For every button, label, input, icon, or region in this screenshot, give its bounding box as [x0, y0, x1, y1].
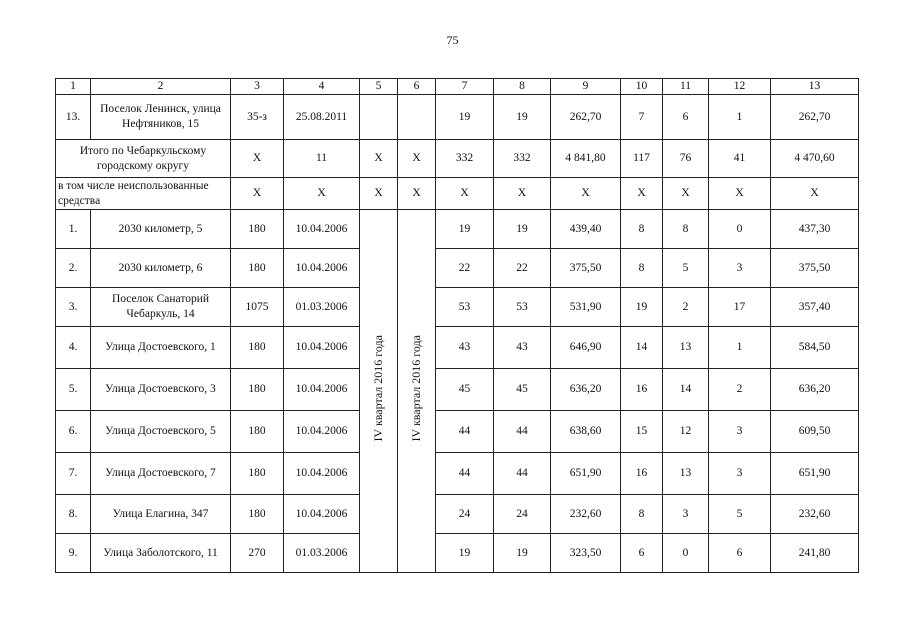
table-cell: 6 [621, 534, 663, 573]
table-cell: 180 [231, 495, 284, 534]
table-cell: X [231, 140, 284, 178]
table-cell: 5 [709, 495, 771, 534]
table-cell: 2030 километр, 6 [91, 249, 231, 288]
table-cell: 8. [56, 495, 91, 534]
column-number-header: 5 [360, 79, 398, 95]
table-cell: 44 [494, 453, 551, 495]
table-cell: 262,70 [551, 95, 621, 140]
table-cell: 6. [56, 411, 91, 453]
table-cell: Улица Елагина, 347 [91, 495, 231, 534]
table-row [56, 534, 859, 573]
table-cell: X [663, 178, 709, 210]
table-cell: 180 [231, 249, 284, 288]
table-cell: 35-з [231, 95, 284, 140]
table-cell: Улица Достоевского, 7 [91, 453, 231, 495]
table-row [56, 411, 859, 453]
table-cell: X [398, 140, 436, 178]
table-cell: 117 [621, 140, 663, 178]
table-cell: 375,50 [551, 249, 621, 288]
table-cell: 19 [494, 534, 551, 573]
table-cell: 24 [494, 495, 551, 534]
table-cell: 53 [436, 288, 494, 327]
table-cell: 16 [621, 369, 663, 411]
table-cell: 439,40 [551, 210, 621, 249]
table-cell: X [436, 178, 494, 210]
table-cell: 9. [56, 534, 91, 573]
table-cell: Поселок Ленинск, улица Нефтяников, 15 [91, 95, 231, 140]
total-label: Итого по Чебаркульскому городскому округу [56, 140, 231, 178]
table-cell: 332 [436, 140, 494, 178]
table-cell: 8 [621, 495, 663, 534]
table-cell: 24 [436, 495, 494, 534]
table-cell: 638,60 [551, 411, 621, 453]
table-cell: 53 [494, 288, 551, 327]
table-row [56, 495, 859, 534]
table-cell: 2 [709, 369, 771, 411]
table-cell: Улица Достоевского, 1 [91, 327, 231, 369]
table-cell: 44 [436, 453, 494, 495]
table-cell: 636,20 [551, 369, 621, 411]
column-number-header: 13 [771, 79, 859, 95]
table-cell: 43 [494, 327, 551, 369]
table-cell: 22 [494, 249, 551, 288]
table-cell [398, 95, 436, 140]
table-cell: 5 [663, 249, 709, 288]
table-cell: 44 [494, 411, 551, 453]
column-number-header: 12 [709, 79, 771, 95]
table-cell: 10.04.2006 [284, 249, 360, 288]
table-cell: 19 [494, 95, 551, 140]
column-number-header: 7 [436, 79, 494, 95]
table-cell: 609,50 [771, 411, 859, 453]
table-cell: 651,90 [551, 453, 621, 495]
table-cell: 10.04.2006 [284, 495, 360, 534]
table-cell: 19 [494, 210, 551, 249]
table-cell [360, 95, 398, 140]
unused-funds-label: в том числе неиспользованные средства [56, 178, 231, 210]
table-cell: 10.04.2006 [284, 411, 360, 453]
table-cell: 357,40 [771, 288, 859, 327]
table-cell: 19 [621, 288, 663, 327]
table-cell: 531,90 [551, 288, 621, 327]
table-cell: 6 [663, 95, 709, 140]
column-number-header: 1 [56, 79, 91, 95]
table-cell: 45 [436, 369, 494, 411]
quarter-label: IV квартал 2016 года [409, 335, 423, 442]
table-cell: X [398, 178, 436, 210]
table-cell: 262,70 [771, 95, 859, 140]
table-cell: 180 [231, 327, 284, 369]
table-cell: 8 [621, 210, 663, 249]
table-cell: X [494, 178, 551, 210]
table-cell: X [551, 178, 621, 210]
table-cell: 10.04.2006 [284, 453, 360, 495]
table-cell: 241,80 [771, 534, 859, 573]
table-cell: 5. [56, 369, 91, 411]
table-cell: 3 [663, 495, 709, 534]
table-cell: 2 [663, 288, 709, 327]
quarter-cell-col5 [360, 210, 398, 573]
table-cell: 19 [436, 534, 494, 573]
table-cell: 13. [56, 95, 91, 140]
table-cell: 4. [56, 327, 91, 369]
table-cell: 01.03.2006 [284, 288, 360, 327]
table-cell: 22 [436, 249, 494, 288]
table-cell: X [284, 178, 360, 210]
table-cell: 10.04.2006 [284, 327, 360, 369]
table-cell: 437,30 [771, 210, 859, 249]
table-cell: X [360, 178, 398, 210]
table-cell: 1 [709, 95, 771, 140]
table-cell: 180 [231, 453, 284, 495]
table-row [56, 369, 859, 411]
column-number-header: 11 [663, 79, 709, 95]
table-cell: 15 [621, 411, 663, 453]
table-cell: 1075 [231, 288, 284, 327]
column-number-header: 4 [284, 79, 360, 95]
table-cell: 10.04.2006 [284, 369, 360, 411]
column-number-header: 6 [398, 79, 436, 95]
table-cell: 232,60 [551, 495, 621, 534]
table-cell: 180 [231, 411, 284, 453]
table-cell: 375,50 [771, 249, 859, 288]
table-cell: 45 [494, 369, 551, 411]
column-number-header: 10 [621, 79, 663, 95]
table-cell: 17 [709, 288, 771, 327]
table-cell: 1 [709, 327, 771, 369]
table-cell: 44 [436, 411, 494, 453]
table-cell: 651,90 [771, 453, 859, 495]
table-row [56, 327, 859, 369]
table-cell: 646,90 [551, 327, 621, 369]
table-cell: 14 [621, 327, 663, 369]
table-cell: 332 [494, 140, 551, 178]
table-cell: 323,50 [551, 534, 621, 573]
table-cell: Улица Достоевского, 5 [91, 411, 231, 453]
table-cell: 41 [709, 140, 771, 178]
table-cell: 25.08.2011 [284, 95, 360, 140]
table-row [56, 210, 859, 249]
table-cell: Улица Достоевского, 3 [91, 369, 231, 411]
table-cell: 3 [709, 249, 771, 288]
column-number-header: 9 [551, 79, 621, 95]
table-cell: 6 [709, 534, 771, 573]
table-cell: 1. [56, 210, 91, 249]
column-number-header: 2 [91, 79, 231, 95]
column-number-header: 8 [494, 79, 551, 95]
unused-funds-row [56, 178, 859, 210]
table-cell: 11 [284, 140, 360, 178]
table-cell: X [621, 178, 663, 210]
table-cell: 3 [709, 453, 771, 495]
total-row [56, 140, 859, 178]
table-cell: 19 [436, 210, 494, 249]
table-cell: 14 [663, 369, 709, 411]
table-cell: 584,50 [771, 327, 859, 369]
table-cell: 10.04.2006 [284, 210, 360, 249]
table-cell: 3. [56, 288, 91, 327]
table-cell: 16 [621, 453, 663, 495]
table-cell: 232,60 [771, 495, 859, 534]
table-cell: 2. [56, 249, 91, 288]
table-cell: 0 [663, 534, 709, 573]
table-cell: 2030 километр, 5 [91, 210, 231, 249]
quarter-label: IV квартал 2016 года [371, 335, 385, 442]
table-cell: 13 [663, 453, 709, 495]
page-number: 75 [446, 33, 459, 47]
table-cell: 3 [709, 411, 771, 453]
table-header-row [56, 79, 859, 95]
table-cell: 636,20 [771, 369, 859, 411]
table-cell: Поселок Санаторий Чебаркуль, 14 [91, 288, 231, 327]
table-cell: X [709, 178, 771, 210]
table-cell: 12 [663, 411, 709, 453]
table-row [56, 453, 859, 495]
table-cell: 0 [709, 210, 771, 249]
table-cell: 13 [663, 327, 709, 369]
table-cell: 180 [231, 210, 284, 249]
table-row [56, 288, 859, 327]
table-cell: X [771, 178, 859, 210]
table-cell: Улица Заболотского, 11 [91, 534, 231, 573]
table-cell: X [231, 178, 284, 210]
table-cell: 7 [621, 95, 663, 140]
table-cell: X [360, 140, 398, 178]
table-cell: 4 841,80 [551, 140, 621, 178]
table-cell: 19 [436, 95, 494, 140]
column-number-header: 3 [231, 79, 284, 95]
table-cell: 76 [663, 140, 709, 178]
table-cell: 270 [231, 534, 284, 573]
table-cell: 01.03.2006 [284, 534, 360, 573]
table-cell: 7. [56, 453, 91, 495]
table-cell: 180 [231, 369, 284, 411]
table-cell: 8 [663, 210, 709, 249]
table-row [56, 95, 859, 140]
table-cell: 43 [436, 327, 494, 369]
table-row [56, 249, 859, 288]
table-cell: 4 470,60 [771, 140, 859, 178]
housing-table [55, 78, 859, 573]
table-cell: 8 [621, 249, 663, 288]
quarter-cell-col6 [398, 210, 436, 573]
